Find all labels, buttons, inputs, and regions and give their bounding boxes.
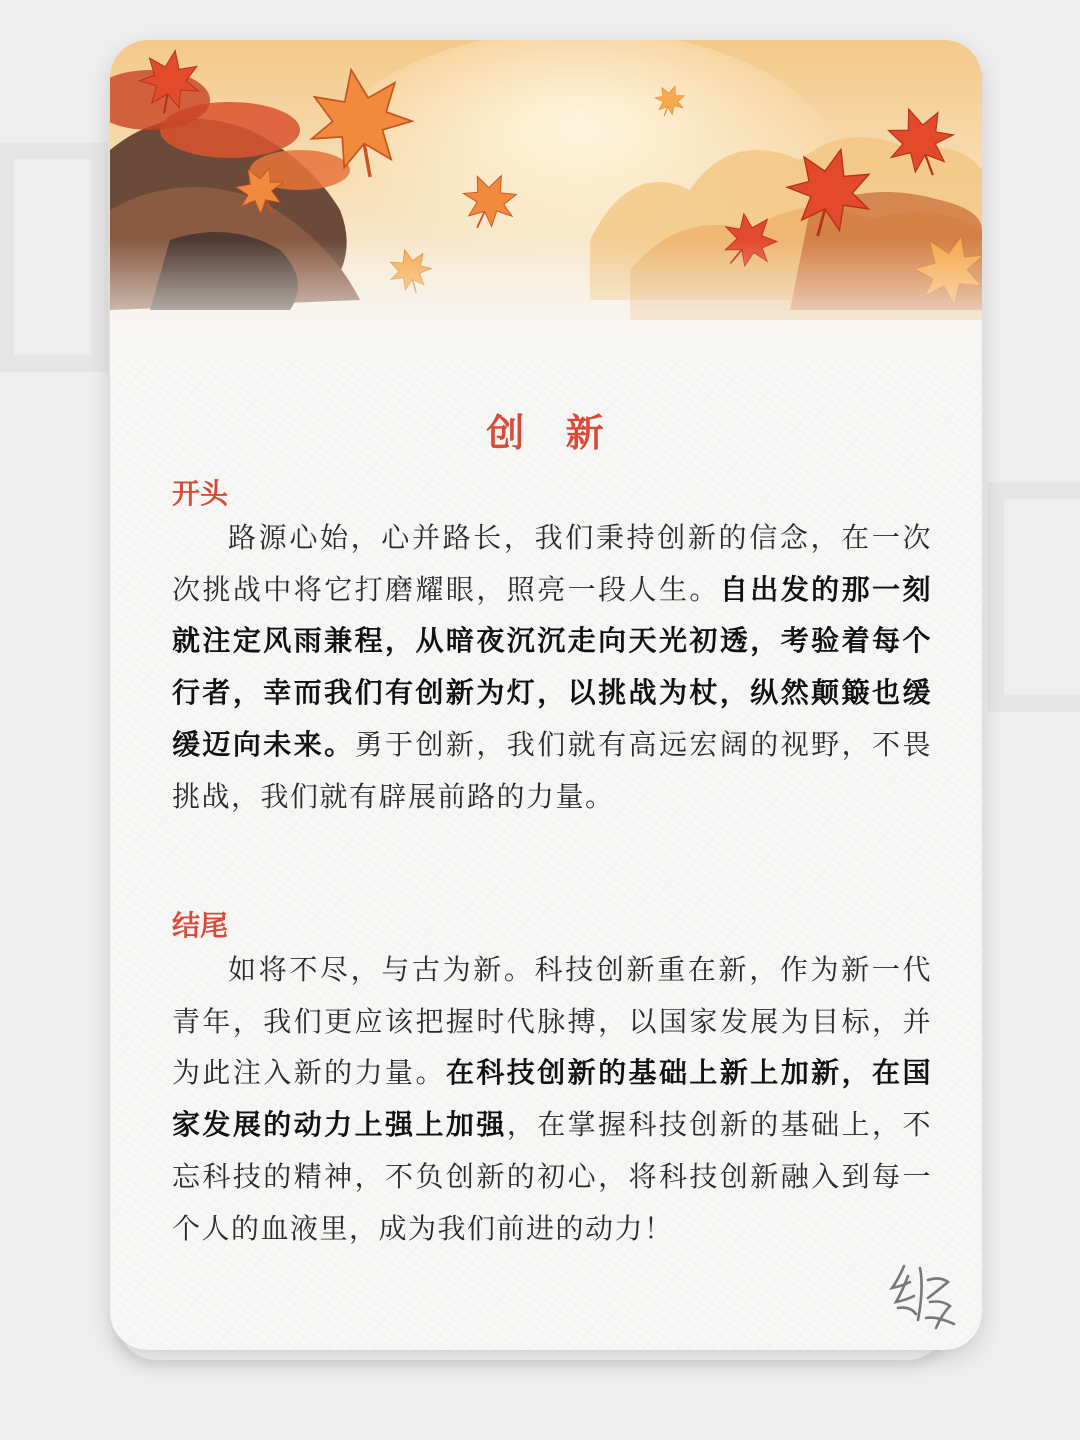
ending-text-3: ，在掌握科技创新的基础上，不忘科技的精神，不负创新的初心，将科技创新融入到每一个人的血液里，成为我们前进的动力！ [172,1108,932,1245]
article-card [110,40,982,1350]
opening-text-3: 勇于创新，我们就有高远宏阔的视野，不畏挑战，我们就有辟展前路的力量。 [172,727,932,813]
ending-text-bold: 在科技创新的基础上新上加新，在国家发展的动力上强上加强 [172,1056,932,1142]
section-paragraph-ending [172,944,932,1254]
opening-text-1: 路源心始，心并路长，我们秉持创新的信念，在一次次挑战中将它打磨耀眼，照亮一段人生。 [172,521,932,606]
ending-text-1: 如将不尽，与古为新。科技创新重在新，作为新一代青年，我们更应该把握时代脉搏，以国家发展为目标，并为此注入新的力量。 [172,953,932,1090]
section-heading-ending: 结尾 [172,909,229,942]
autumn-maple-illustration [110,40,982,360]
article-title: 创 新 [486,410,618,455]
section-paragraph-opening [172,512,932,822]
section-heading-opening: 开头 [172,477,229,510]
opening-text-bold: 自出发的那一刻就注定风雨兼程，从暗夜沉沉走向天光初透，考验着每个行者，幸而我们有创新为灯，以挑战为杖，纵然颠簸也缓缓迈向未来。 [172,572,932,761]
signature-mark [884,1258,964,1338]
